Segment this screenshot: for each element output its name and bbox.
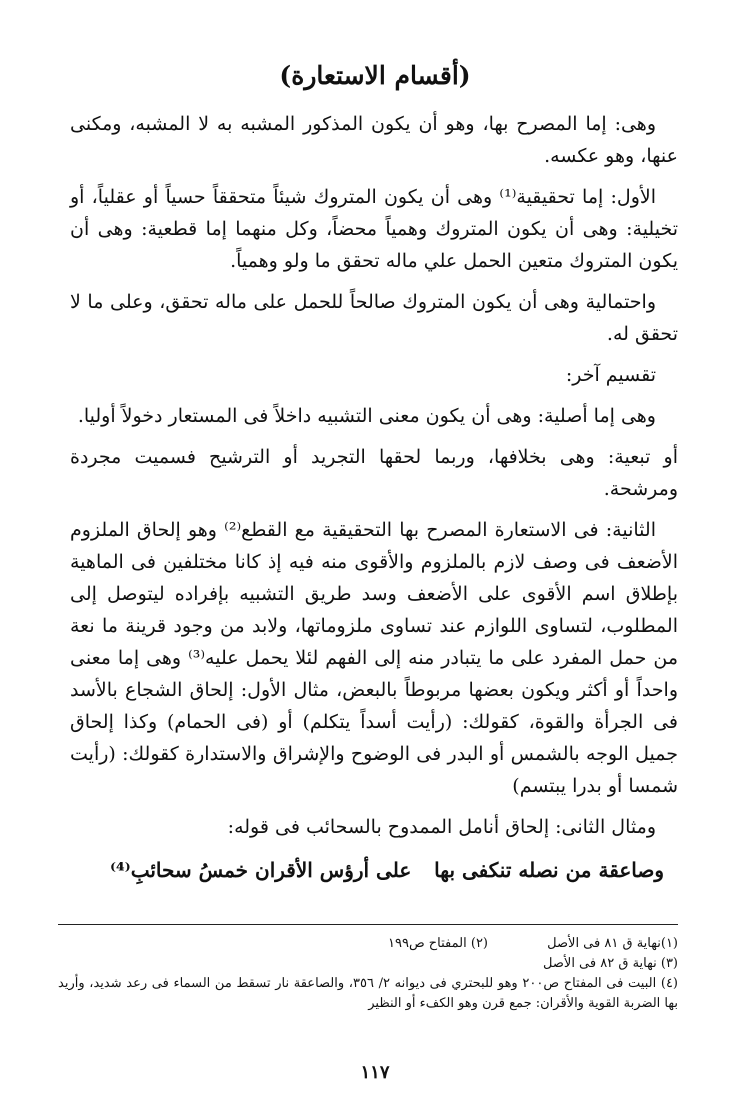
- footnote-row: [58, 934, 678, 954]
- paragraph-subsidiary: أو تبعية: وهى بخلافها، وربما لحقها التجريد أو الترشيح فسميت مجردة ومرشحة.: [70, 446, 678, 500]
- paragraph-second-type: الثانية: فى الاستعارة المصرح بها التحقيقية مع القطع⁽²⁾ وهو إلحاق الملزوم الأضعف فى وصف لازم بالملزوم والأقوى منه فيه إذ كانا مختلفين فى الماهية بإطلاق اسم الأقوى على الأضعف وسد طريق التشبيه بإفراده ليتوصل إلى المطلوب، لتساوى اللوازم عند تساوى ملزوماتها، ولابد من وجود قرينة ما نعة من حمل المفرد على ما يتبادر منه إلى الفهم لئلا يحمل عليه⁽³⁾ وهى إما معنى واحداً أو أكثر ويكون بعضها مربوطاً بالبعض، مثال الأول: إلحاق الشجاع بالأسد فى الجرأة والقوة، كقولك: (رأيت أسداً يتكلم) أو (فى الحمام) وكذا إلحاق جميل الوجه بالشمس أو البدر فى الوضوح والإشراق والاستدارة كقولك: (رأيت شمسا أو بدرا يبتسم): [70, 519, 678, 797]
- footnotes: [58, 934, 678, 1014]
- section-title: (أقسام الاستعارة): [279, 61, 471, 90]
- footnote-4: (٤) البيت فى المفتاح ص٢٠٠ وهو للبحتري فى ديوانه ٢/ ٣٥٦، والصاعقة نار تسقط من السماء فى رعد شديد، وأريد بها الضربة القوية والأقران: جمع قرن وهو الكفء أو النظير: [58, 976, 678, 1011]
- footnote-1: (١)نهاية ق ٨١ فى الأصل: [547, 936, 678, 951]
- page-number: ١١٧: [360, 1062, 390, 1083]
- main-text: [70, 108, 678, 887]
- footnote-divider: [58, 924, 678, 925]
- paragraph-first-type: الأول: إما تحقيقية⁽¹⁾ وهى أن يكون المتروك شيئاً متحققاً حسياً أو عقلياً، أو تخيلية: وهى أن يكون المتروك وهمياً محضاً، وكل منهما إما قطعية: وهى أن يكون المتروك متعين الحمل علي ماله تحقق ما ولو وهمياً.: [70, 186, 678, 272]
- paragraph-original: وهى إما أصلية: وهى أن يكون معنى التشبيه داخلاً فى المستعار دخولاً أوليا.: [77, 405, 656, 427]
- paragraph-another-division: تقسيم آخر:: [565, 364, 656, 386]
- paragraph-definition: وهى: إما المصرح بها، وهو أن يكون المذكور المشبه به لا المشبه، ومكنى عنها، وهو عكسه.: [70, 113, 678, 167]
- paragraph-probabilistic: واحتمالية وهى أن يكون المتروك صالحاً للحمل على ماله تحقق، وعلى ما لا تحقق له.: [70, 291, 678, 345]
- paragraph-second-example: ومثال الثانى: إلحاق أنامل الممدوح بالسحائب فى قوله:: [227, 816, 656, 838]
- verse-first-hemistich: وصاعقة من نصله تنكفى بها: [434, 858, 664, 882]
- verse-second-hemistich: على أرؤس الأقران خمسُ سحائبِ⁽⁴⁾: [110, 858, 412, 882]
- footnote-2: (٢) المفتاح ص١٩٩: [387, 936, 488, 951]
- poetry-verse: [70, 853, 678, 887]
- footnote-3: (٣) نهاية ق ٨٢ فى الأصل: [543, 956, 678, 971]
